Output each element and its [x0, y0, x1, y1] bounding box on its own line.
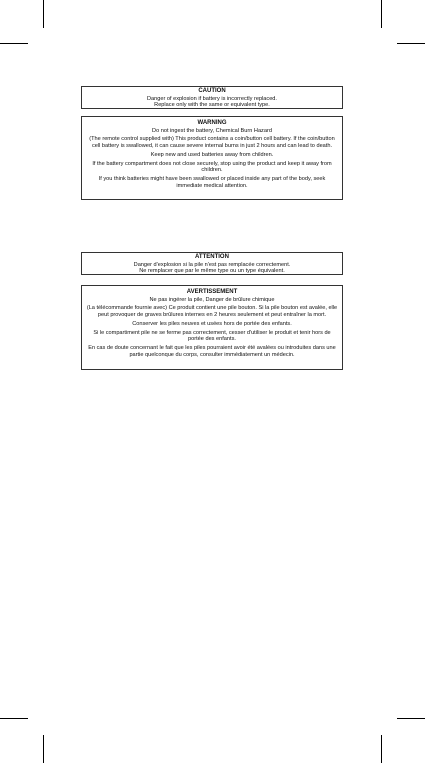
crop-mark-top-right-horizontal [397, 43, 425, 44]
avertissement-box [81, 285, 343, 370]
crop-mark-top-right-vertical [381, 0, 382, 28]
warning-box [81, 116, 343, 200]
avertissement-paragraph: Ne pas ingérer la pile, Danger de brûlure chimique [149, 296, 275, 303]
crop-mark-top-left-horizontal [0, 43, 28, 44]
crop-mark-bottom-right-vertical [381, 735, 382, 763]
caution-line: Danger of explosion if battery is incorrectly replaced. [147, 95, 277, 102]
warning-paragraph: If the battery compartment does not close securely, stop using the product and keep it away from children. [92, 160, 332, 174]
warning-paragraph: Keep new and used batteries away from children. [150, 151, 274, 158]
warning-paragraph: If you think batteries might have been swallowed or placed inside any part of the body, seek immediate medical attention. [98, 175, 326, 189]
crop-mark-bottom-left-vertical [43, 735, 44, 763]
avertissement-paragraph: Si le compartiment pile ne se ferme pas correctement, cesser d'utiliser le produit et tenir hors de portée des enfants. [93, 329, 331, 343]
crop-mark-bottom-right-horizontal [397, 718, 425, 719]
attention-title: ATTENTION [195, 254, 229, 260]
caution-box [81, 86, 343, 109]
avertissement-title: AVERTISSEMENT [186, 289, 238, 295]
avertissement-paragraph: (La télécommande fournie avec) Ce produit contient une pile bouton. Si la pile bouton est avalée, elle peut provoquer de graves brûlures internes en 2 heures seulement et peut entraîner la mort. [86, 305, 338, 318]
attention-line: Ne remplacer que par le même type ou un type équivalent. [139, 268, 285, 275]
avertissement-paragraph: Conserver les piles neuves et usées hors de portée des enfants. [132, 320, 292, 327]
warning-paragraph: (The remote control supplied with) This product contains a coin/button cell battery. If the coin/button cell battery is swallowed, it can cause severe internal burns in just 2 hours and can lead to death. [89, 136, 335, 149]
attention-box [81, 252, 343, 275]
crop-mark-top-left-vertical [43, 0, 44, 28]
caution-title: CAUTION [198, 88, 226, 94]
warning-title: WARNING [197, 120, 227, 126]
avertissement-paragraph: En cas de doute concernant le fait que les piles pourraient avoir été avalées ou introduites dans une partie quelconque du corps, consulter immédiatement un médecin. [88, 344, 336, 358]
caution-line: Replace only with the same or equivalent type. [154, 102, 270, 109]
attention-line: Danger d'explosion si la pile n'est pas remplacée correctement. [133, 261, 291, 268]
crop-mark-bottom-left-horizontal [0, 718, 28, 719]
warning-paragraph: Do not ingest the battery, Chemical Burn Hazard [152, 127, 272, 134]
